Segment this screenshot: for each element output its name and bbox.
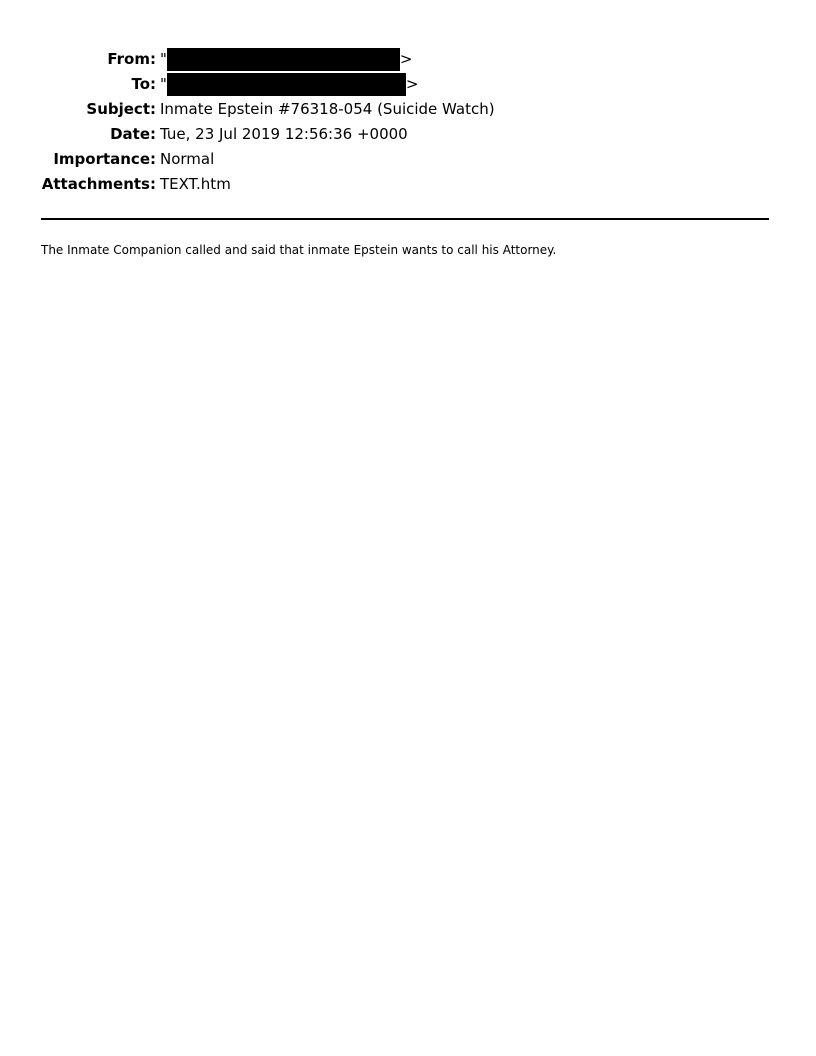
subject-row [0,97,816,122]
attachments-label: Attachments: [41,175,156,193]
from-value [160,47,412,72]
to-redaction-block [167,73,406,96]
attachments-row [0,172,816,197]
from-open-quote: " [160,50,167,68]
importance-row [0,147,816,172]
from-row [0,47,816,72]
email-body: The Inmate Companion called and said that inmate Epstein wants to call his Attorney. [41,243,557,257]
subject-label: Subject: [86,100,156,118]
date-row [0,122,816,147]
importance-label: Importance: [53,150,156,168]
header-divider [41,218,769,220]
from-label: From: [107,50,156,68]
attachments-value: TEXT.htm [160,175,231,193]
from-redaction-block [167,48,400,71]
to-close-bracket: > [405,75,419,93]
to-label: To: [131,75,156,93]
from-close-bracket: > [399,50,413,68]
email-header [0,47,816,197]
to-open-quote: " [160,75,167,93]
to-value [160,72,418,97]
date-value: Tue, 23 Jul 2019 12:56:36 +0000 [160,125,408,143]
to-row [0,72,816,97]
subject-value: Inmate Epstein #76318-054 (Suicide Watch) [160,100,495,118]
importance-value: Normal [160,150,215,168]
date-label: Date: [110,125,156,143]
